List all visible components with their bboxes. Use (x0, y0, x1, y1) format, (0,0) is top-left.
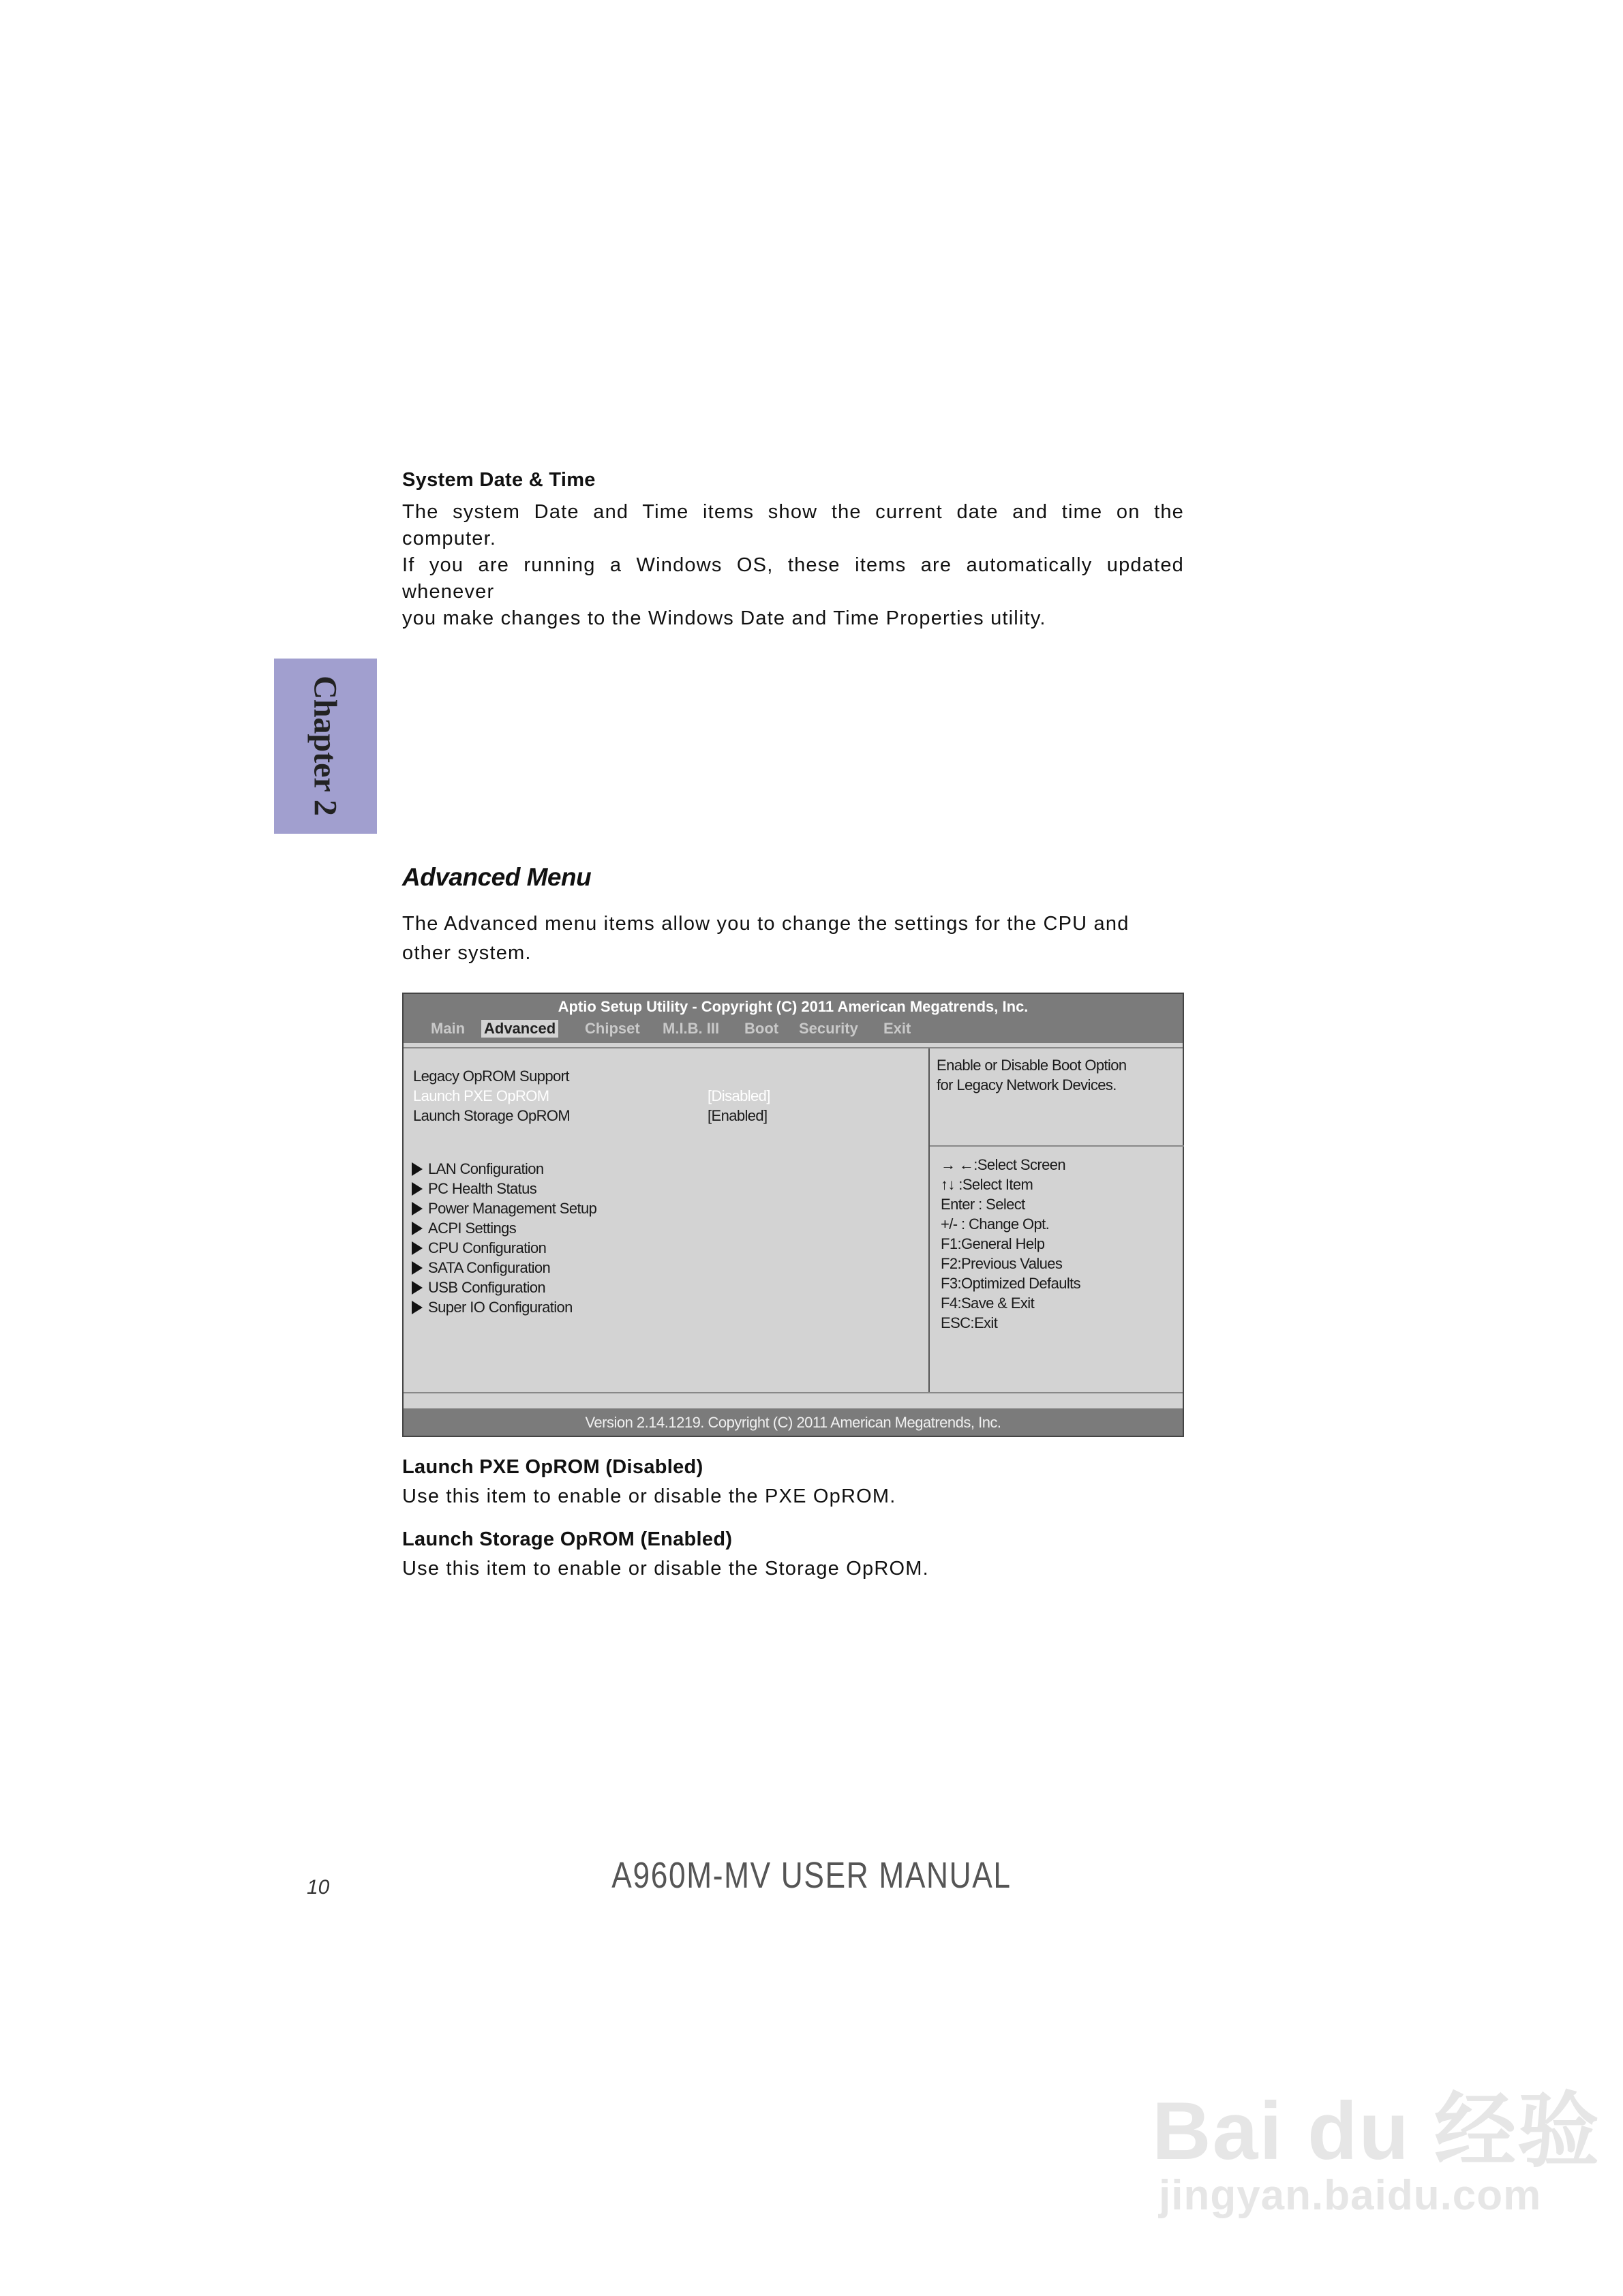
chapter-tab (274, 659, 377, 834)
bios-header-bar (404, 994, 1183, 1043)
submenu-label: USB Configuration (428, 1279, 546, 1296)
paragraph-line: The Advanced menu items allow you to change the settings for the CPU and (402, 913, 1129, 935)
arrow-right-icon (412, 1241, 423, 1255)
setting-launch-pxe-oprom[interactable]: Launch PXE OpROM (413, 1087, 549, 1104)
storage-heading: Launch Storage OpROM (Enabled) (402, 1528, 733, 1550)
arrow-right-icon (412, 1162, 423, 1176)
bios-footer-text: Version 2.14.1219. Copyright (C) 2011 American Megatrends, Inc. (585, 1414, 1001, 1431)
bios-divider (404, 1047, 1183, 1048)
submenu-label: PC Health Status (428, 1180, 537, 1197)
paragraph-line: If you are running a Windows OS, these items are automatically updated whenever (402, 554, 1184, 603)
key-optimized-defaults: F3:Optimized Defaults (941, 1275, 1081, 1292)
help-text-line: for Legacy Network Devices. (937, 1076, 1117, 1093)
submenu-label: Super IO Configuration (428, 1299, 573, 1316)
storage-description: Use this item to enable or disable the Storage OpROM. (402, 1558, 929, 1580)
pxe-description: Use this item to enable or disable the PXE OpROM. (402, 1485, 896, 1507)
key-esc-exit: ESC:Exit (941, 1314, 998, 1331)
submenu-label: SATA Configuration (428, 1259, 551, 1276)
date-time-heading: System Date & Time (402, 469, 596, 491)
submenu-label: LAN Configuration (428, 1160, 544, 1177)
help-text-line: Enable or Disable Boot Option (937, 1057, 1127, 1074)
key-previous-values: F2:Previous Values (941, 1255, 1063, 1272)
bios-footer-bar (404, 1408, 1183, 1436)
bios-panel-divider (928, 1048, 930, 1392)
submenu-label: Power Management Setup (428, 1200, 597, 1217)
submenu-lan-configuration[interactable] (412, 1160, 544, 1178)
tab-exit[interactable]: Exit (883, 1020, 911, 1037)
advanced-menu-paragraph (402, 909, 1129, 968)
key-save-exit: F4:Save & Exit (941, 1295, 1035, 1312)
arrow-right-icon (412, 1281, 423, 1295)
setting-launch-storage-oprom-value[interactable]: [Enabled] (708, 1107, 768, 1124)
chapter-tab-label: Chapter 2 (307, 676, 344, 816)
setting-launch-pxe-oprom-value[interactable]: [Disabled] (708, 1087, 770, 1104)
submenu-usb-configuration[interactable] (412, 1279, 545, 1297)
submenu-super-io-configuration[interactable] (412, 1299, 573, 1316)
tab-chipset[interactable]: Chipset (585, 1020, 640, 1037)
arrow-right-icon (412, 1261, 423, 1275)
tab-boot[interactable]: Boot (744, 1020, 779, 1037)
bios-divider (404, 1392, 1183, 1393)
key-general-help: F1:General Help (941, 1235, 1045, 1252)
submenu-sata-configuration[interactable] (412, 1259, 550, 1277)
watermark-logo: Bai du 经验 (1152, 2085, 1601, 2177)
arrow-right-icon (412, 1301, 423, 1314)
submenu-power-management-setup[interactable] (412, 1200, 596, 1218)
pxe-heading: Launch PXE OpROM (Disabled) (402, 1456, 703, 1478)
submenu-pc-health-status[interactable] (412, 1180, 536, 1198)
key-change-opt: +/- : Change Opt. (941, 1215, 1050, 1233)
submenu-label: CPU Configuration (428, 1239, 547, 1256)
submenu-acpi-settings[interactable] (412, 1220, 516, 1237)
setting-launch-storage-oprom[interactable]: Launch Storage OpROM (413, 1107, 571, 1124)
key-enter-select: Enter : Select (941, 1196, 1025, 1213)
key-select-screen: → ←:Select Screen (941, 1156, 1065, 1173)
manual-title: A960M-MV USER MANUAL (611, 1855, 1012, 1896)
arrow-right-icon (412, 1222, 423, 1235)
arrow-right-icon (412, 1202, 423, 1215)
tab-main[interactable]: Main (431, 1020, 466, 1037)
tab-advanced[interactable]: Advanced (481, 1020, 558, 1038)
key-select-item: ↑↓ :Select Item (941, 1176, 1033, 1193)
page-number: 10 (307, 1876, 330, 1899)
submenu-label: ACPI Settings (428, 1220, 517, 1237)
submenu-cpu-configuration[interactable] (412, 1239, 546, 1257)
paragraph-line: other system. (402, 942, 532, 964)
tab-security[interactable]: Security (799, 1020, 858, 1037)
tab-mib[interactable]: M.I.B. III (663, 1020, 720, 1037)
bios-screen (402, 993, 1184, 1437)
arrow-right-icon (412, 1182, 423, 1196)
date-time-paragraph (402, 499, 1184, 632)
bios-title: Aptio Setup Utility - Copyright (C) 2011 American Megatrends, Inc. (558, 998, 1029, 1015)
watermark-url: jingyan.baidu.com (1159, 2172, 1542, 2219)
bios-help-divider (930, 1145, 1184, 1147)
paragraph-line: The system Date and Time items show the current date and time on the computer. (402, 501, 1184, 549)
advanced-menu-heading: Advanced Menu (402, 863, 592, 891)
setting-legacy-oprom-support[interactable]: Legacy OpROM Support (413, 1068, 569, 1085)
paragraph-line: you make changes to the Windows Date and Time Properties utility. (402, 607, 1046, 629)
